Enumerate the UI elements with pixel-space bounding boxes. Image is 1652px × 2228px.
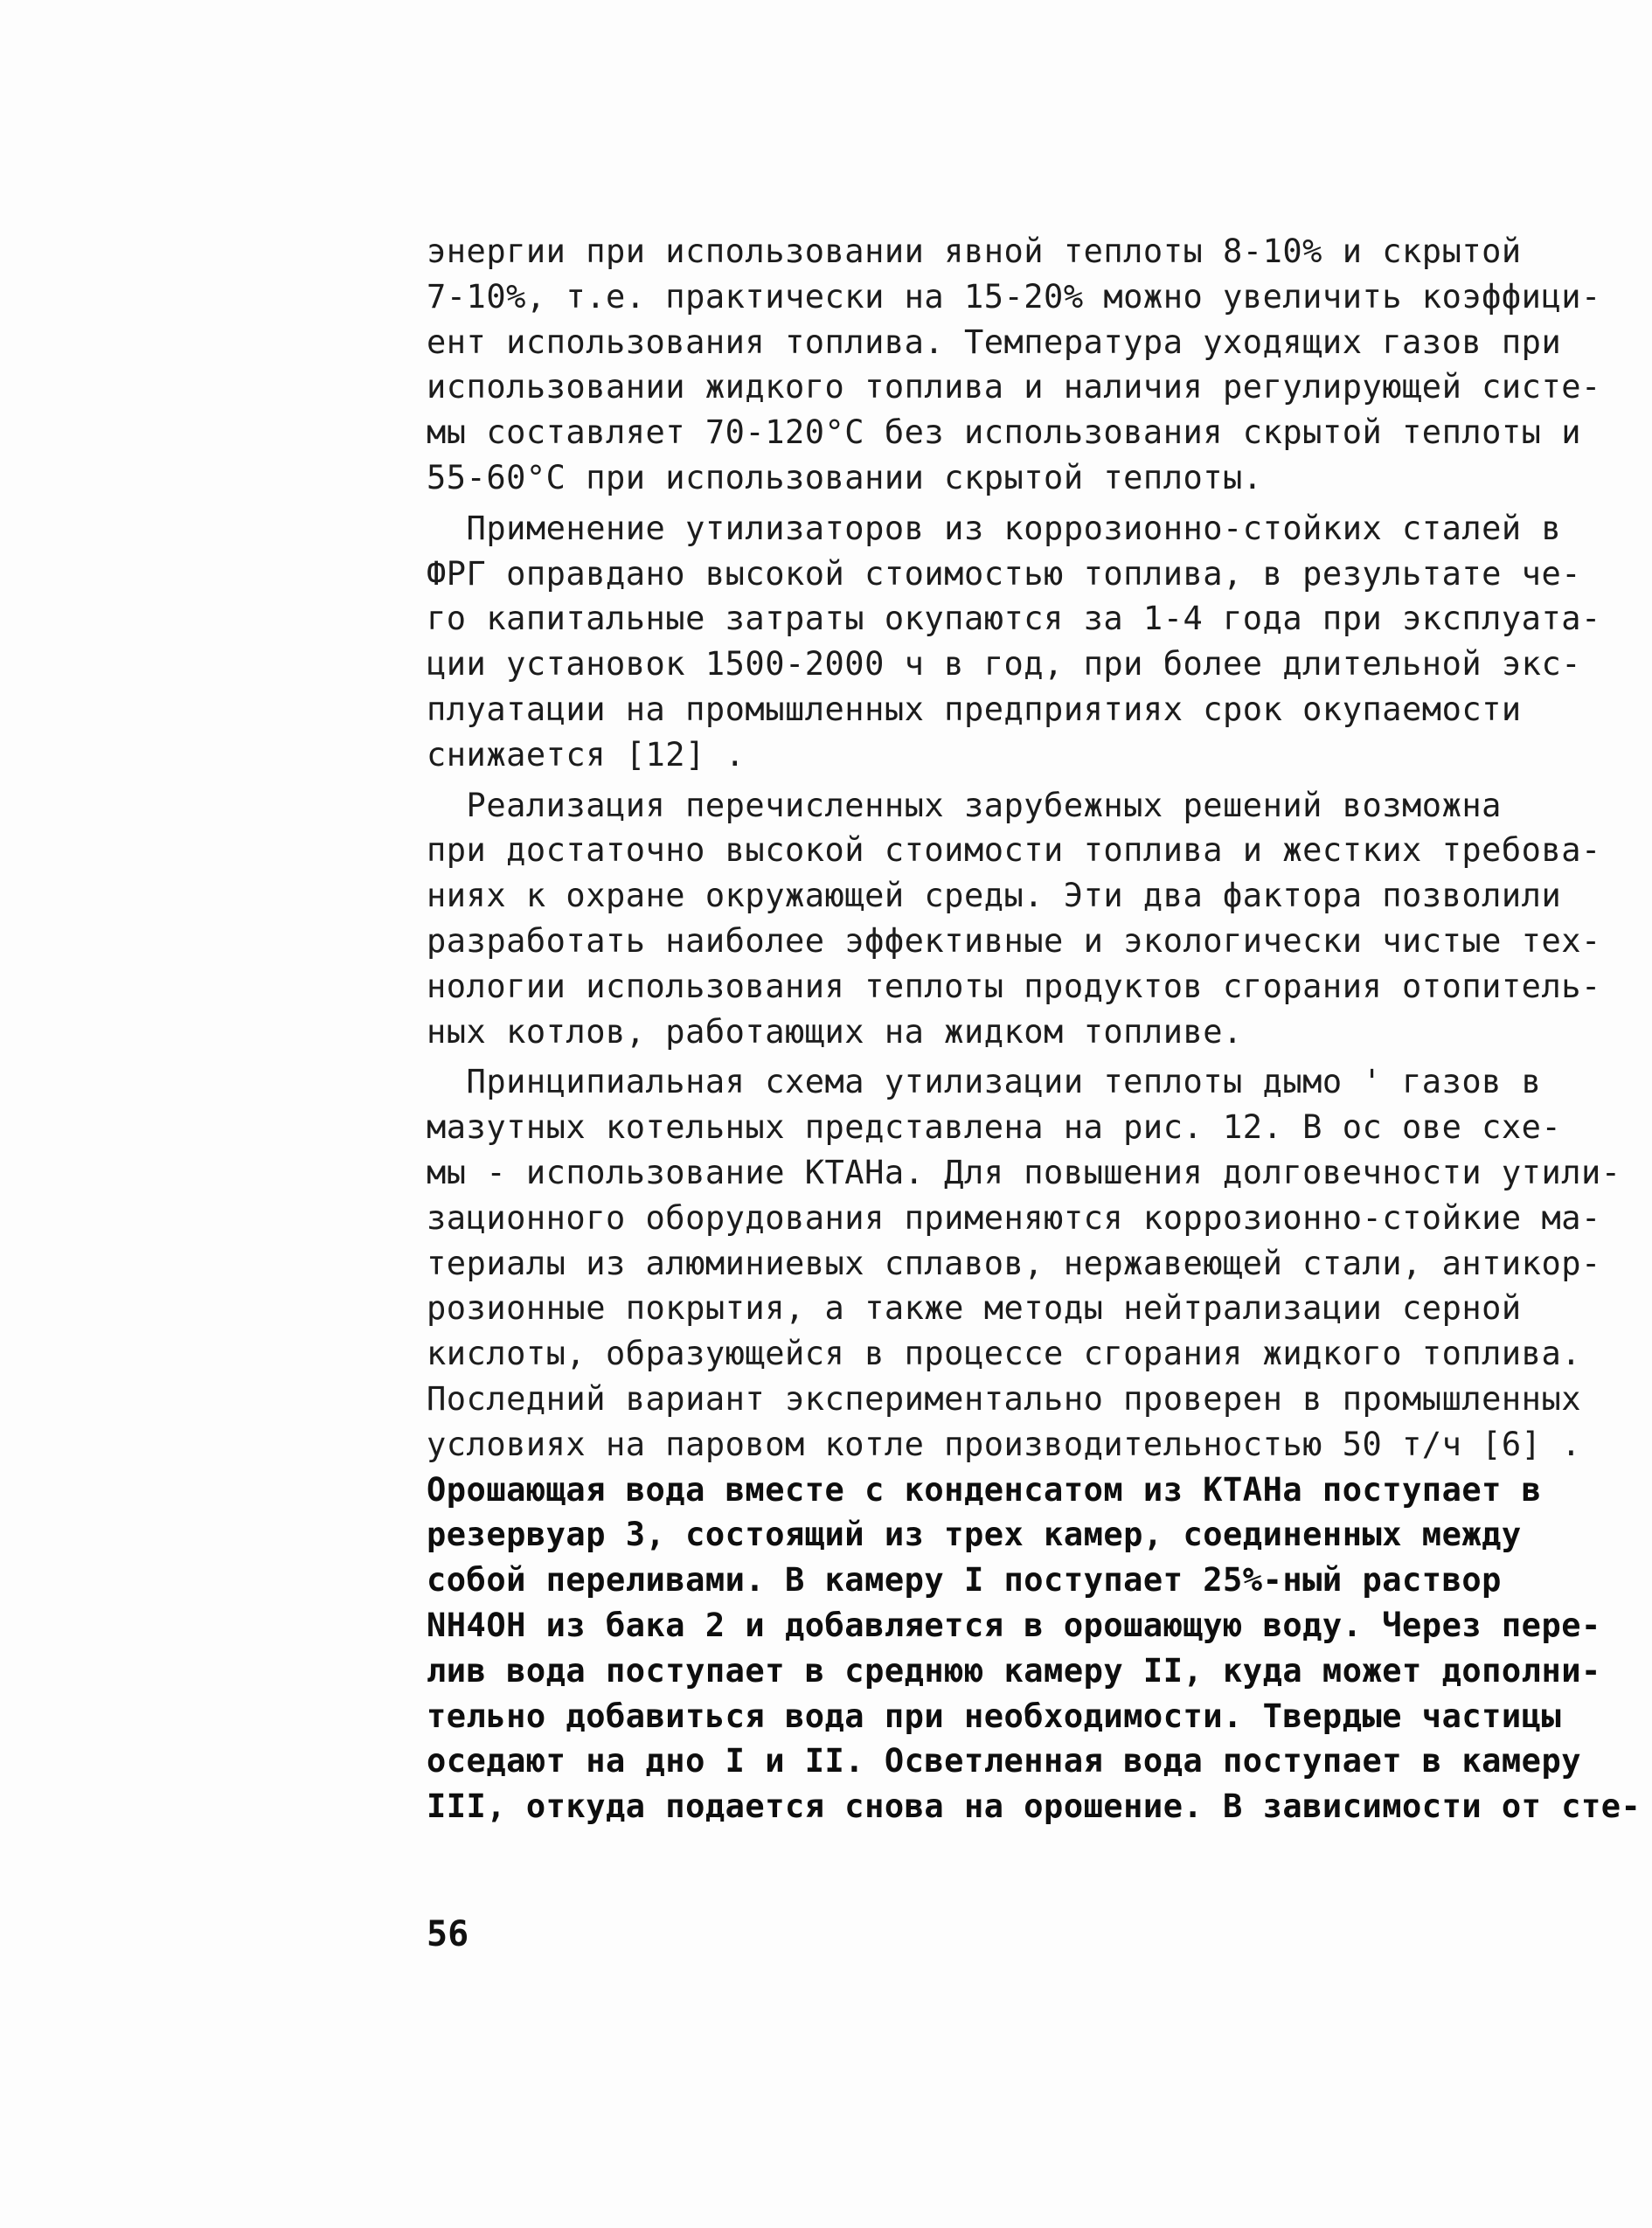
- paragraph: [427, 1059, 1642, 1829]
- text-line: резервуар 3, состоящий из трех камер, соединенных между: [427, 1516, 1522, 1554]
- text-line: энергии при использовании явной теплоты 8-10% и скрытой: [427, 233, 1522, 270]
- paragraph: [427, 783, 1601, 1055]
- text-line: мы - использование КТАНа. Для повышения долговечности утили-: [427, 1153, 1621, 1191]
- text-line: собой переливами. В камеру I поступает 25%-ный раствор: [427, 1561, 1502, 1600]
- text-line: при достаточно высокой стоимости топлива и жестких требова-: [427, 831, 1601, 870]
- text-line: Реализация перечисленных зарубежных решений возможна: [427, 786, 1502, 824]
- dark-print-section: [427, 1468, 1642, 1829]
- text-line: Принципиальная схема утилизации теплоты дымо ' газов в: [427, 1063, 1542, 1101]
- text-line: ФРГ оправдано высокой стоимостью топлива, в результате че-: [427, 554, 1582, 593]
- text-line: тельно добавиться вода при необходимости. Твердые частицы: [427, 1697, 1562, 1735]
- text-line: розионные покрытия, а также методы нейтрализации серной: [427, 1289, 1522, 1328]
- text-line: ных котлов, работающих на жидком топливе.: [427, 1012, 1243, 1051]
- text-line: нологии использования теплоты продуктов сгорания отопитель-: [427, 967, 1601, 1005]
- text-line: использовании жидкого топлива и наличия регулирующей систе-: [427, 368, 1601, 406]
- text-line: оседают на дно I и II. Осветленная вода поступает в камеру: [427, 1742, 1582, 1780]
- text-line: мы составляет 70-120°С без использования скрытой теплоты и: [427, 413, 1582, 452]
- text-line: 55-60°С при использовании скрытой теплоты.: [427, 458, 1263, 496]
- text-line: 7-10%, т.е. практически на 15-20% можно увеличить коэффици-: [427, 277, 1601, 316]
- text-line: Орошающая вода вместе с конденсатом из КТАНа поступает в: [427, 1470, 1542, 1509]
- text-line: ции установок 1500-2000 ч в год, при более длительной экс-: [427, 645, 1582, 684]
- text-line: разработать наиболее эффективные и экологически чистые тех-: [427, 921, 1601, 960]
- text-line: лив вода поступает в среднюю камеру II, куда может дополни-: [427, 1651, 1601, 1690]
- text-line: Последний вариант экспериментально проверен в промышленных: [427, 1379, 1582, 1418]
- text-line: снижается [12] .: [427, 735, 746, 774]
- text-line: кислоты, образующейся в процессе сгорания жидкого топлива.: [427, 1335, 1582, 1373]
- text-line: ниях к охране окружающей среды. Эти два фактора позволили: [427, 877, 1562, 915]
- text-line: зационного оборудования применяются коррозионно-стойкие ма-: [427, 1198, 1601, 1237]
- text-line: условиях на паровом котле производительностью 50 т/ч [6] .: [427, 1425, 1582, 1463]
- body-text: [427, 229, 1642, 1835]
- text-line: мазутных котельных представлена на рис. 12. В ос ове схе-: [427, 1108, 1562, 1147]
- paragraph: [427, 229, 1601, 501]
- text-line: плуатации на промышленных предприятиях срок окупаемости: [427, 690, 1522, 728]
- text-line: NH4OH из бака 2 и добавляется в орошающую воду. Через пере-: [427, 1606, 1601, 1644]
- text-line: ент использования топлива. Температура уходящих газов при: [427, 323, 1562, 361]
- page-number: 56: [427, 1914, 469, 1954]
- text-line: III, откуда подается снова на орошение. В зависимости от сте-: [427, 1787, 1642, 1826]
- text-line: Применение утилизаторов из коррозионно-стойких сталей в: [427, 509, 1562, 547]
- paragraph: [427, 506, 1601, 778]
- text-line: го капитальные затраты окупаются за 1-4 года при эксплуата-: [427, 600, 1601, 638]
- text-line: териалы из алюминиевых сплавов, нержавеющей стали, антикор-: [427, 1244, 1601, 1282]
